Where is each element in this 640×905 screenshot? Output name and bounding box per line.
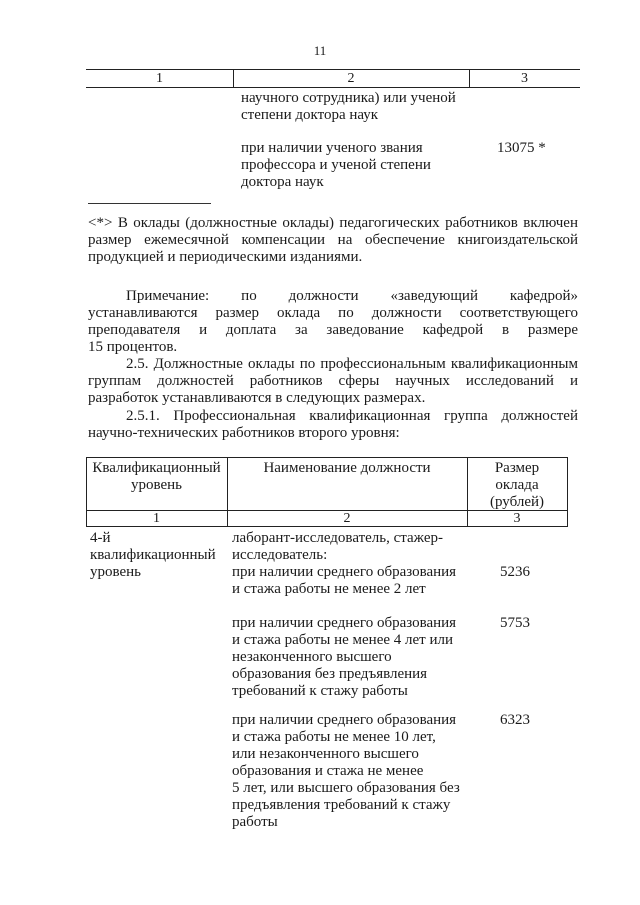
footnote-line: размер ежемесячной компенсации на обеспечение книгоиздательской <box>88 232 578 248</box>
position-title: лаборант-исследователь, стажер- исследователь: <box>232 530 443 563</box>
column-number-2: 2 <box>347 71 355 86</box>
note-line: преподавателя и доплата за заведование кафедрой в размере <box>88 322 578 338</box>
table-header-border <box>86 87 580 88</box>
table-row-text: научного сотрудника) или ученой степени доктора наук <box>241 90 456 123</box>
section-line: разработок устанавливаются в следующих размерах. <box>88 390 426 406</box>
section-line: 2.5. Должностные оклады по профессиональным квалификационным <box>126 356 578 372</box>
section-line: научно-технических работников второго уровня: <box>88 425 400 441</box>
column-number-2: 2 <box>343 511 351 526</box>
table-row-text: при наличии ученого звания профессора и ученой степени доктора наук <box>241 140 431 190</box>
section-2-5-1 <box>88 408 578 442</box>
header-level: Квалификационный уровень <box>92 460 221 493</box>
table-row-value: 6323 <box>500 712 530 728</box>
footnote-line: продукцией и периодическими изданиями. <box>88 249 363 265</box>
note-paragraph <box>88 288 578 356</box>
header-position: Наименование должности <box>263 460 431 476</box>
table-right-border <box>567 457 568 527</box>
qualification-level: 4-й квалификационный уровень <box>90 530 216 580</box>
column-number-3: 3 <box>521 71 528 86</box>
section-line: группам должностей работников сферы научных исследований и <box>88 373 578 389</box>
note-line: Примечание: по должности «заведующий кафедрой» <box>126 288 578 304</box>
footnote-line: <*> В оклады (должностные оклады) педагогических работников включен <box>88 215 578 231</box>
section-line: 2.5.1. Профессиональная квалификационная группа должностей <box>126 408 578 424</box>
footnote <box>88 215 578 266</box>
table-row-value: 5236 <box>500 564 530 580</box>
column-number-3: 3 <box>513 511 521 526</box>
table-row-text: при наличии среднего образования и стажа работы не менее 2 лет <box>232 564 457 597</box>
section-2-5 <box>88 356 578 407</box>
note-line: 15 процентов. <box>88 339 178 355</box>
note-line: устанавливаются размер оклада по должности соответствующего <box>88 305 578 321</box>
table-row-text: при наличии среднего образования и стажа работы не менее 4 лет или незаконченного высшего образования без предъявления требований к стажу работы <box>232 615 457 699</box>
footnote-separator <box>88 203 211 204</box>
table-row-value: 13075 * <box>497 140 546 156</box>
column-number-1: 1 <box>156 71 163 86</box>
column-number-1: 1 <box>153 511 160 526</box>
header-salary: Размер оклада (рублей) <box>489 460 545 510</box>
page-number: 11 <box>313 43 327 58</box>
table-top-border <box>86 457 568 458</box>
table-row-text: при наличии среднего образования и стажа работы не менее 10 лет, или незаконченного высшего образования и стажа не менее 5 лет, или высшего образования без предъявления требований к стажу работы <box>232 712 460 830</box>
table-row-value: 5753 <box>500 615 530 631</box>
